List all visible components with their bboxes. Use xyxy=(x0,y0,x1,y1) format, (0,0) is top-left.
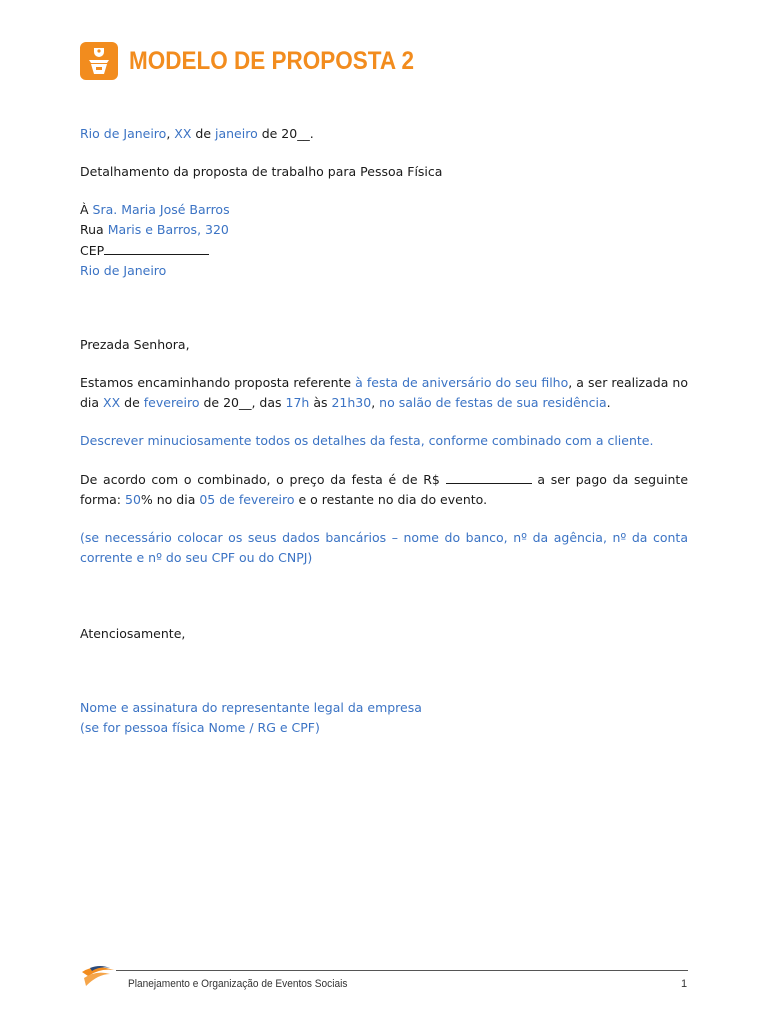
page-title: MODELO DE PROPOSTA 2 xyxy=(129,46,415,75)
paragraph-3: De acordo com o combinado, o preço da festa é de R$ a ser pago da seguinte forma: 50% no dia 05 de fevereiro e o restante no dia do evento. xyxy=(80,469,688,510)
paragraph-4: (se necessário colocar os seus dados bancários – nome do banco, nº da agência, nº da conta corrente e nº do seu CPF ou do CNPJ) xyxy=(80,530,688,565)
footer-rule xyxy=(116,970,688,971)
paragraph-2: Descrever minuciosamente todos os detalhes da festa, conforme combinado com a cliente. xyxy=(80,433,654,448)
brand-swoosh-icon xyxy=(80,962,116,992)
date-line: Rio de Janeiro, XX de janeiro de 20__. xyxy=(80,126,314,141)
footer-text: Planejamento e Organização de Eventos Sociais xyxy=(128,978,348,990)
paragraph-1: Estamos encaminhando proposta referente à festa de aniversário do seu filho, a ser realizada no dia XX de fevereiro de 20__, das 17h às 21h30, no salão de festas de sua residência. xyxy=(80,375,688,410)
page-number: 1 xyxy=(681,978,688,990)
letter-body xyxy=(80,124,688,738)
document-header xyxy=(80,42,446,80)
subject-line: Detalhamento da proposta de trabalho para Pessoa Física xyxy=(80,164,443,179)
price-blank xyxy=(446,469,532,484)
greeting: Prezada Senhora, xyxy=(80,337,190,352)
signature-block: Nome e assinatura do representante legal da empresa (se for pessoa física Nome / RG e CPF) xyxy=(80,700,422,735)
cep-blank xyxy=(104,240,209,255)
address-block: À Sra. Maria José Barros Rua Maris e Barros, 320 CEP Rio de Janeiro xyxy=(80,202,230,278)
closing: Atenciosamente, xyxy=(80,626,186,641)
chef-hat-icon xyxy=(80,42,118,80)
